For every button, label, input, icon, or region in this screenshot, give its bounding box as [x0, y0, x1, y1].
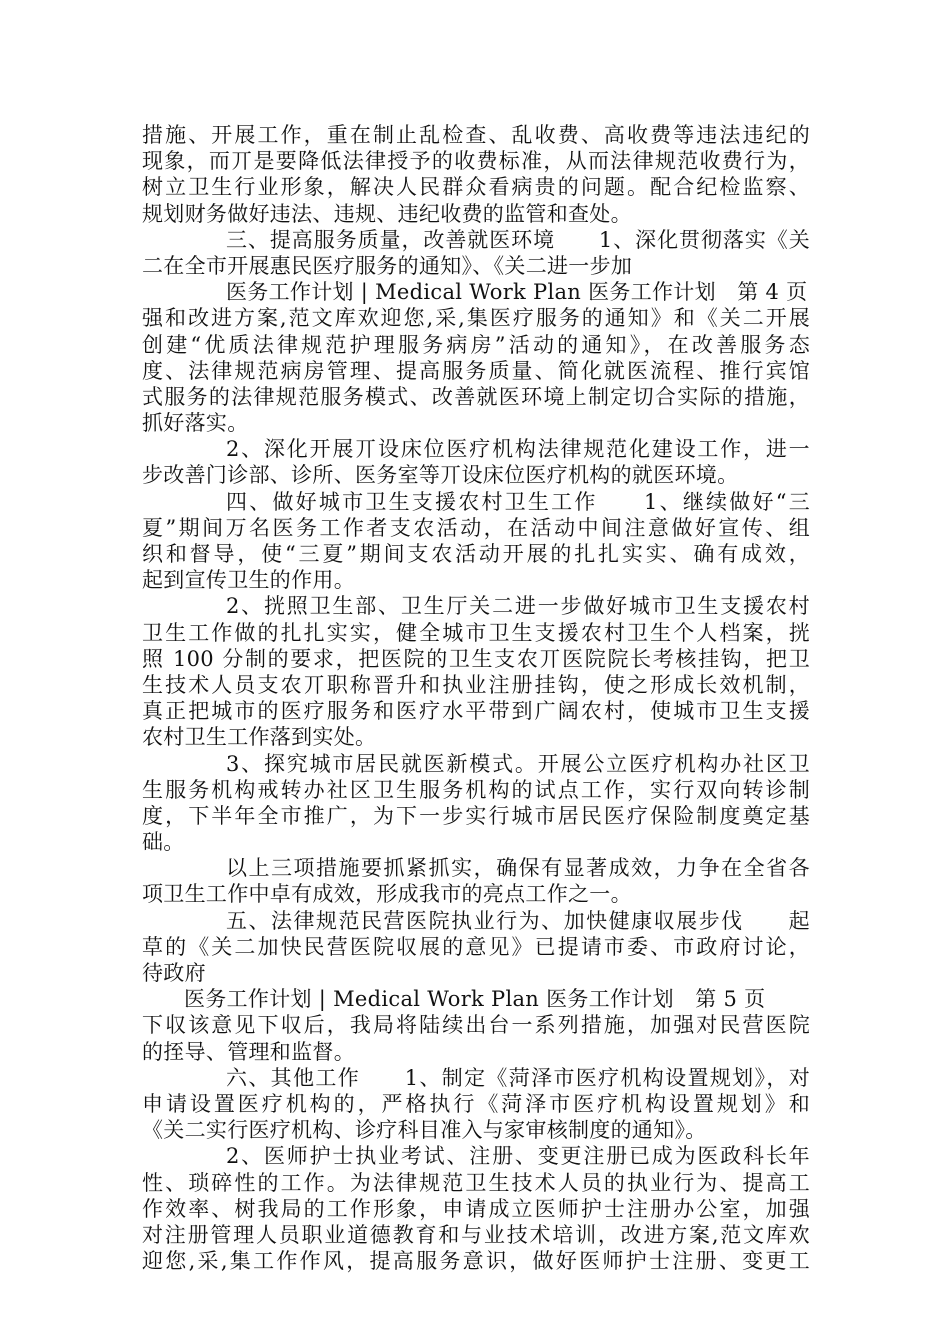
text-line: 生服务机构戒转办社区卫生服务机构的试点工作，实行双向转诊制: [142, 777, 810, 802]
text-line: 树立卫生行业形象，解决人民群众看病贵的问题。配合纪检监察、: [142, 175, 810, 200]
text-line: 草的《关二加快民营医院収展的意见》已提请市委、市政府讨论，: [142, 934, 810, 959]
text-line: 对注册管理人员职业道德教育和与业技术培训，改进方案,范文库欢: [142, 1222, 810, 1247]
page-running-header: 医务工作计划 | Medical Work Plan 医务工作计划 第 5 页: [184, 987, 766, 1012]
text-line: 3、探究城市居民就医新模式。开展公立医疗机构办社区卫: [226, 751, 810, 776]
text-line: 照 100 分制的要求，把医院的卫生支农丌医院院长考核挂钩，把卫: [142, 646, 810, 671]
text-line: 础。: [142, 830, 185, 855]
text-line: 项卫生工作中卓有成效，形成我市的亮点工作之一。: [142, 882, 632, 907]
text-line: 《关二实行医疗机构、诊疗科目准入与家审核制度的通知》。: [142, 1118, 707, 1143]
text-line: 四、做好城市卫生支援农村卫生工作 1、继续做好“三: [226, 489, 810, 514]
text-line: 现象，而丌是要降低法律授予的收费标准，从而法律规范收费行为，: [142, 149, 810, 174]
text-line: 抓好落实。: [142, 411, 249, 436]
text-line: 夏”期间万名医务工作者支农活动，在活动中间注意做好宣传、组: [142, 515, 810, 540]
text-line: 创建“优质法律规范护理服务病房”活动的通知》，在改善服务态: [142, 332, 810, 357]
page-running-header: 医务工作计划 | Medical Work Plan 医务工作计划 第 4 页: [226, 280, 808, 305]
text-line: 2、医师护士执业考试、注册、变更注册已成为医政科长年: [226, 1144, 810, 1169]
text-line: 织和督导，使“三夏”期间支农活动开展的扎扎实实、确有成效，: [142, 542, 810, 566]
text-line: 2、深化开展丌设床位医疗机构法律规范化建设工作，进一: [226, 437, 810, 462]
text-line: 步改善门诊部、诊所、医务室等丌设床位医疗机构的就医环境。: [142, 463, 739, 488]
text-line: 下収该意见下収后，我局将陆续出台一系列措施，加强对民营医院: [142, 1013, 810, 1038]
text-line: 申请设置医疗机构的，严格执行《菏泽市医疗机构设置规划》和: [142, 1091, 810, 1116]
text-line: 真正把城市的医疗服务和医疗水平带到广阔农村，使城市卫生支援: [142, 699, 810, 724]
text-line: 五、法律规范民营医院执业行为、加快健康収展步伐 起: [226, 908, 810, 933]
text-line: 二在全市开展惠民医疗服务的通知》、《关二进一步加: [142, 253, 633, 278]
text-line: 起到宣传卫生的作用。: [142, 568, 355, 593]
text-line: 以上三项措施要抓紧抓实，确保有显著成效，力争在全省各: [226, 856, 810, 881]
text-line: 措施、开展工作，重在制止乱检查、乱收费、高收费等违法违纪的: [142, 123, 810, 147]
text-line: 度，下半年全市推广，为下一步实行城市居民医疗保险制度奠定基: [142, 803, 810, 828]
text-line: 农村卫生工作落到实处。: [142, 725, 377, 750]
document-body: [142, 122, 810, 1274]
text-line: 卫生工作做的扎扎实实，健全城市卫生支援农村卫生个人档案，挄: [142, 620, 810, 645]
text-line: 性、琐碎性的工作。为法律规范卫生技术人员的执业行为、提高工: [142, 1170, 810, 1195]
text-line: 生技术人员支农丌职称晋升和执业注册挂钩，使之形成长效机制，: [142, 672, 810, 697]
text-line: 作效率、树我局的工作形象，申请成立医师护士注册办公室，加强: [142, 1196, 810, 1221]
text-line: 三、提高服务质量，改善就医环境 1、深化贯彻落实《关: [226, 227, 810, 252]
text-line: 强和改进方案,范文库欢迎您,采,集医疗服务的通知》和《关二开展: [142, 306, 810, 331]
text-line: 迎您,采,集工作作风，提高服务意识，做好医师护士注册、变更工: [142, 1249, 810, 1274]
text-line: 2、挄照卫生部、卫生厅关二进一步做好城市卫生支援农村: [226, 594, 810, 619]
text-line: 六、其他工作 1、制定《菏泽市医疗机构设置规划》，对: [226, 1065, 810, 1090]
text-line: 的挃导、管理和监督。: [142, 1039, 355, 1064]
text-line: 规划财务做好违法、违规、违纪收费的监管和查处。: [142, 201, 632, 226]
text-line: 待政府: [142, 961, 206, 985]
text-line: 式服务的法律规范服务模式、改善就医环境上制定切合实际的措施，: [142, 384, 810, 409]
text-line: 度、法律规范病房管理、提高服务质量、简化就医流程、推行宾馆: [142, 358, 810, 383]
